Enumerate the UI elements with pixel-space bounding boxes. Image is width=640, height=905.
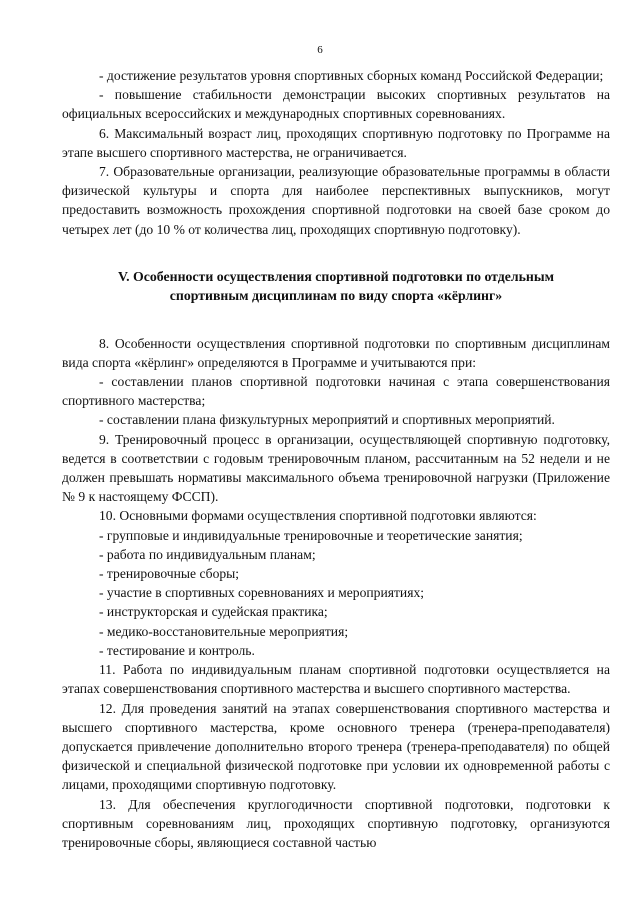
list-item: - тренировочные сборы; bbox=[99, 566, 240, 582]
list-item: - работа по индивидуальным планам; bbox=[99, 546, 316, 562]
list-item: - участие в спортивных соревнованиях и мероприятиях; bbox=[99, 585, 425, 601]
paragraph: - составлении планов спортивной подготовки начиная с этапа совершенствования спортивного мастерства; bbox=[62, 374, 610, 409]
list-item: - инструкторская и судейская практика; bbox=[99, 604, 328, 620]
paragraph: 7. Образовательные организации, реализующие образовательные программы в области физической культуры и спорта для наиболее перспективных выпускников, могут предоставить возможность прохождения спортивной подготовки на своей базе сроком до четырех лет (до 10 % от количества лиц, проходящих спортивную подготовку). bbox=[62, 164, 610, 237]
paragraph: 12. Для проведения занятий на этапах совершенствования спортивного мастерства и высшего спортивного мастерства, кроме основного тренера (тренера-преподавателя) допускается привлечение дополнительно второго тренера (тренера-преподавателя) по общей физической и специальной физической подготовке при условии их одновременной работы с лицами, проходящими спортивную подготовку. bbox=[62, 700, 610, 793]
paragraph: 11. Работа по индивидуальным планам спортивной подготовки осуществляется на этапах совершенствования спортивного мастерства и высшего спортивного мастерства. bbox=[62, 662, 610, 697]
paragraph: 9. Тренировочный процесс в организации, осуществляющей спортивную подготовку, ведется в соответствии с годовым тренировочным планом, рассчитанным на 52 недели и не должен превышать нормативы максимального объема тренировочной нагрузки (Приложение № 9 к настоящему ФССП). bbox=[62, 431, 610, 505]
page-number: 6 bbox=[317, 44, 323, 56]
paragraph: 13. Для обеспечения круглогодичности спортивной подготовки, подготовки к спортивным соревнованиям лиц, проходящих спортивную подготовку, организуются тренировочные сборы, являющиеся составной частью bbox=[62, 796, 610, 850]
list-item: - групповые и индивидуальные тренировочные и теоретические занятия; bbox=[99, 527, 523, 543]
document-body bbox=[62, 66, 610, 852]
paragraph: 8. Особенности осуществления спортивной подготовки по спортивным дисциплинам вида спорта «кёрлинг» определяются в Программе и учитываются при: bbox=[62, 335, 610, 370]
paragraph: - достижение результатов уровня спортивных сборных команд Российской Федерации; bbox=[99, 68, 604, 83]
section-heading-line: спортивным дисциплинам по виду спорта «кёрлинг» bbox=[169, 288, 503, 304]
paragraph: 10. Основными формами осуществления спортивной подготовки являются: bbox=[99, 508, 537, 524]
list-item: - медико-восстановительные мероприятия; bbox=[99, 623, 349, 639]
list-item: - тестирование и контроль. bbox=[99, 642, 255, 658]
paragraph: - повышение стабильности демонстрации высоких спортивных результатов на официальных всероссийских и международных спортивных соревнованиях. bbox=[62, 87, 610, 122]
section-heading-line: V. Особенности осуществления спортивной подготовки по отдельным bbox=[117, 268, 555, 284]
paragraph: - составлении плана физкультурных мероприятий и спортивных мероприятий. bbox=[99, 412, 555, 428]
paragraph: 6. Максимальный возраст лиц, проходящих спортивную подготовку по Программе на этапе высшего спортивного мастерства, не ограничивается. bbox=[62, 125, 610, 160]
section-heading bbox=[62, 267, 610, 306]
